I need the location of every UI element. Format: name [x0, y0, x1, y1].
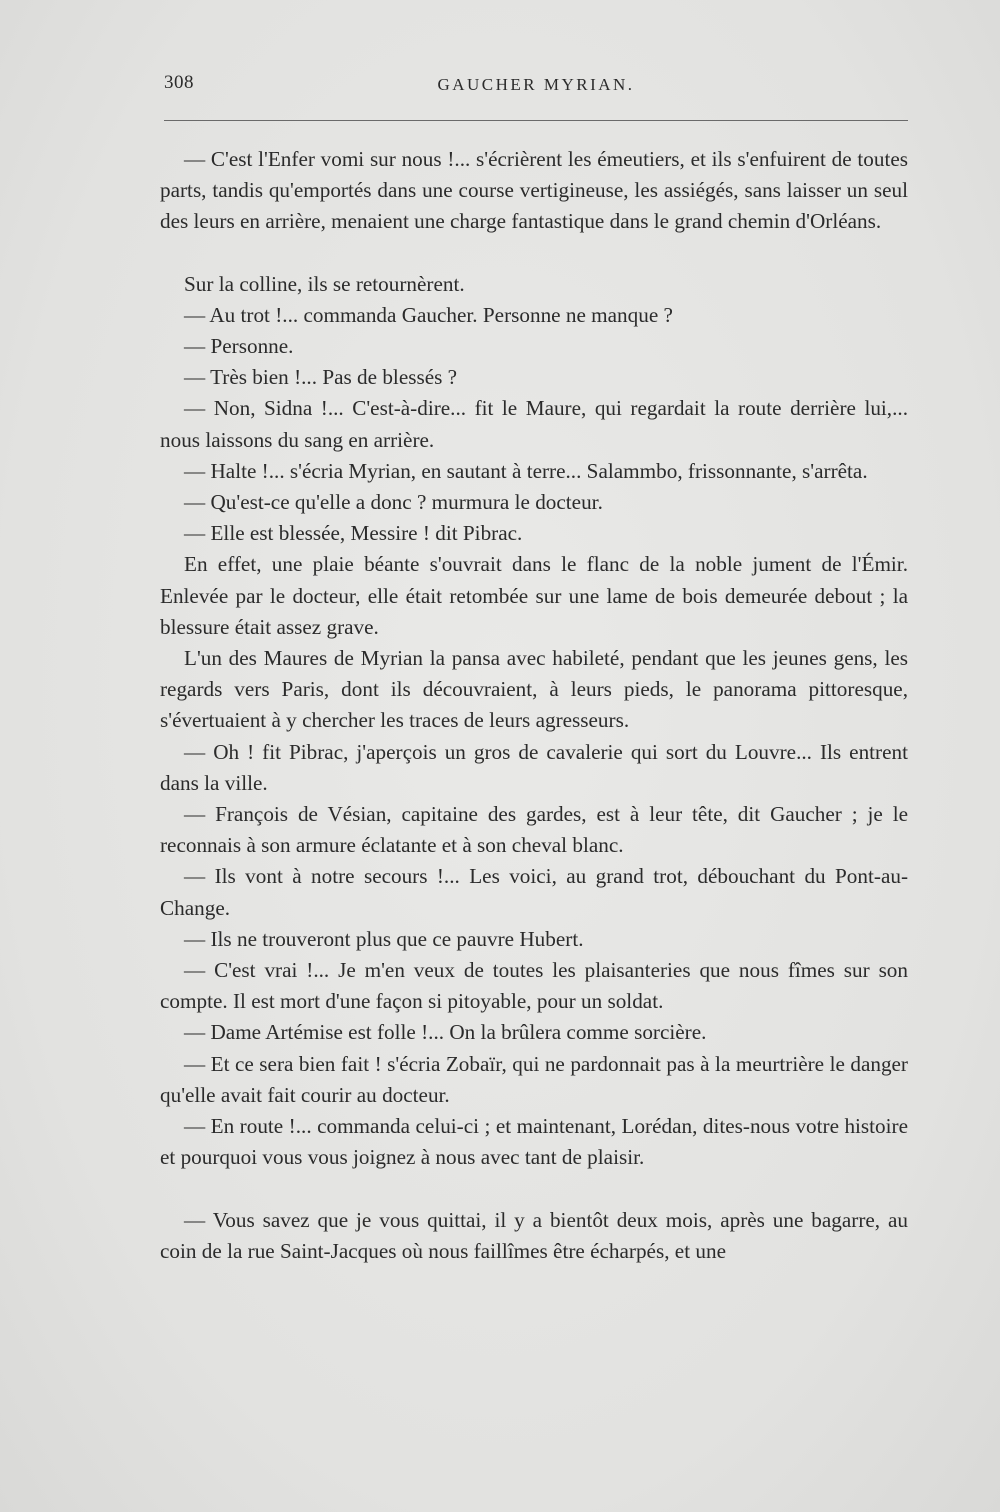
- paragraph: — Personne.: [184, 334, 294, 359]
- header-rule: [164, 120, 908, 121]
- paragraph: En effet, une plaie béante s'ouvrait dans le flanc de la noble jument de l'Émir. Enlevée par le docteur, elle était retombée sur une lame de bois demeurée debout ; la blessure était assez grave.: [160, 552, 908, 639]
- paragraph: L'un des Maures de Myrian la pansa avec habileté, pendant que les jeunes gens, les regards vers Paris, dont ils découvraient, à leurs pieds, le panorama pittoresque, s'évertuaient à y chercher les traces de leurs agresseurs.: [160, 646, 908, 733]
- paragraph: — François de Vésian, capitaine des gardes, est à leur tête, dit Gaucher ; je le reconnais à son armure éclatante et à son cheval blanc.: [160, 802, 908, 858]
- paragraph: — Ils ne trouveront plus que ce pauvre Hubert.: [184, 926, 584, 951]
- paragraph: — Au trot !... commanda Gaucher. Personne ne manque ?: [184, 302, 673, 327]
- paragraph: — Ils vont à notre secours !... Les voici, au grand trot, débouchant du Pont-au-Change.: [160, 864, 908, 920]
- paragraph: — Oh ! fit Pibrac, j'aperçois un gros de cavalerie qui sort du Louvre... Ils entrent dans la ville.: [160, 739, 908, 795]
- paragraph: — En route !... commanda celui-ci ; et maintenant, Lorédan, dites-nous votre histoire et pourquoi vous vous joignez à nous avec tant de plaisir.: [160, 1114, 908, 1170]
- paragraph: — Elle est blessée, Messire ! dit Pibrac.: [184, 521, 523, 546]
- paragraph: Sur la colline, ils se retournèrent.: [184, 271, 465, 296]
- running-title: GAUCHER MYRIAN.: [437, 75, 635, 94]
- paragraph: — Très bien !... Pas de blessés ?: [184, 365, 458, 390]
- paragraph: — C'est vrai !... Je m'en veux de toutes les plaisanteries que nous fîmes sur son compte. Il est mort d'une façon si pitoyable, pour un soldat.: [160, 958, 908, 1014]
- body-text: [160, 144, 908, 1267]
- paragraph: — Qu'est-ce qu'elle a donc ? murmura le docteur.: [184, 490, 603, 515]
- paragraph: — C'est l'Enfer vomi sur nous !... s'écrièrent les émeutiers, et ils s'enfuirent de toutes parts, tandis qu'emportés dans une course vertigineuse, les assiégés, sans laisser un seul des leurs en arrière, menaient une charge fantastique dans le grand chemin d'Orléans.: [160, 147, 908, 234]
- paragraph: — Non, Sidna !... C'est-à-dire... fit le Maure, qui regardait la route derrière lui,... nous laissons du sang en arrière.: [160, 396, 908, 452]
- paragraph: — Et ce sera bien fait ! s'écria Zobaïr, qui ne pardonnait pas à la meurtrière le danger qu'elle avait fait courir au docteur.: [160, 1051, 908, 1107]
- paragraph: — Halte !... s'écria Myrian, en sautant à terre... Salammbo, frissonnante, s'arrêta.: [184, 458, 868, 483]
- paragraph: — Dame Artémise est folle !... On la brûlera comme sorcière.: [184, 1020, 707, 1045]
- page-header: [164, 72, 908, 106]
- paragraph: — Vous savez que je vous quittai, il y a bientôt deux mois, après une bagarre, au coin de la rue Saint-Jacques où nous faillîmes être écharpés, et une: [160, 1207, 908, 1263]
- page-number: 308: [164, 72, 194, 93]
